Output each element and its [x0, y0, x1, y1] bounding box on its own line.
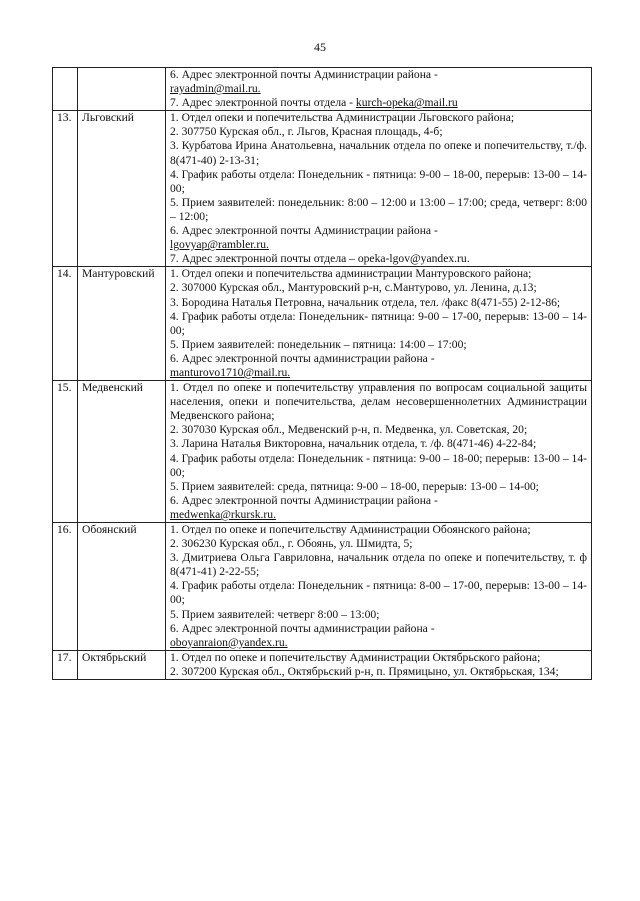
email-link[interactable]: kurch-opeka@mail.ru	[355, 96, 458, 110]
info-line: 4. График работы отдела: Понедельник - пятница: 8-00 – 17-00, перерыв: 13-00 – 14-00;	[170, 579, 587, 607]
row-number	[53, 68, 78, 111]
info-line: 4. График работы отдела: Понедельник- пятница: 9-00 – 17-00, перерыв: 13-00 – 14-00;	[170, 309, 587, 337]
row-number: 17.	[53, 650, 78, 679]
info-line: 1. Отдел опеки и попечительства администрации Мантуровского района;	[170, 267, 532, 281]
info-line: 3. Дмитриева Ольга Гавриловна, начальник отдела по опеке и попечительству, т. ф 8(471-41) 2-22-55;	[170, 551, 587, 579]
table-row	[53, 381, 592, 523]
info-line: 2. 307030 Курская обл., Медвенский р-н, п. Медвенка, ул. Советская, 20;	[170, 423, 528, 437]
info-line: 3. Ларина Наталья Викторовна, начальник отдела, т. /ф. 8(471-46) 4-22-84;	[170, 437, 537, 451]
info-line: 7. Адрес электронной почты отдела – opeka-lgov@yandex.ru.	[170, 252, 470, 266]
info-line: 6. Адрес электронной почты Администрации района -	[170, 493, 438, 507]
info-line: 1. Отдел по опеке и попечительству Администрации Обоянского района;	[170, 523, 531, 536]
department-info	[166, 381, 592, 523]
info-line: 6. Адрес электронной почты Администрации района -	[170, 68, 438, 81]
row-number: 14.	[53, 267, 78, 381]
info-line: 5. Прием заявителей: четверг 8:00 – 13:00;	[170, 607, 380, 621]
email-link[interactable]: oboyanraion@yandex.ru.	[170, 635, 288, 649]
table-row	[53, 111, 592, 267]
row-number: 13.	[53, 111, 78, 267]
info-line: 5. Прием заявителей: понедельник – пятница: 14:00 – 17:00;	[170, 337, 467, 351]
district-name: Обоянский	[78, 523, 166, 651]
info-line: 4. График работы отдела: Понедельник - пятница: 9-00 – 18-00, перерыв: 13-00 – 14-00;	[170, 167, 587, 195]
info-line: 3. Курбатова Ирина Анатольевна, начальник отдела по опеке и попечительству, т./ф. 8(471-40) 2-13-31;	[170, 139, 587, 167]
info-line: 6. Адрес электронной почты администрации района -	[170, 621, 435, 635]
info-line-text: 7. Адрес электронной почты отдела -	[170, 96, 356, 110]
district-name: Мантуровский	[78, 267, 166, 381]
info-line: 2. 307750 Курская обл., г. Льгов, Красная площадь, 4-б;	[170, 125, 443, 139]
info-line: 6. Адрес электронной почты Администрации района -	[170, 224, 438, 238]
info-line: 1. Отдел по опеке и попечительству управления по вопросам социальной защиты населения, опеки и попечительства, делам несовершеннолетних Администрации Медвенского района;	[170, 381, 587, 423]
row-number: 15.	[53, 381, 78, 523]
department-info	[166, 523, 592, 651]
table-row	[53, 523, 592, 651]
info-line: 5. Прием заявителей: понедельник: 8:00 – 12:00 и 13:00 – 17:00; среда, четверг: 8:00 – 12:00;	[170, 195, 587, 223]
department-info	[166, 650, 592, 679]
info-line: 5. Прием заявителей: среда, пятница: 9-00 – 18-00, перерыв: 13-00 – 14-00;	[170, 479, 539, 493]
email-link[interactable]: lgovyap@rambler.ru.	[170, 238, 269, 252]
email-link[interactable]: manturovo1710@mail.ru.	[170, 365, 291, 379]
district-name: Льговский	[78, 111, 166, 267]
info-line: 2. 307000 Курская обл., Мантуровский р-н, с.Мантурово, ул. Ленина, д.13;	[170, 281, 537, 295]
info-line	[170, 96, 587, 110]
info-line: 6. Адрес электронной почты администрации района -	[170, 351, 435, 365]
page-number: 45	[314, 40, 326, 54]
info-line: 4. График работы отдела: Понедельник - пятница: 9-00 – 18-00; перерыв: 13-00 – 14-00;	[170, 451, 587, 479]
email-link[interactable]: medwenka@rkursk.ru.	[170, 507, 276, 521]
table-row	[53, 68, 592, 111]
table-row	[53, 267, 592, 381]
table-row	[53, 650, 592, 679]
email-link[interactable]: rayadmin@mail.ru.	[170, 82, 261, 96]
district-name: Октябрьский	[78, 650, 166, 679]
info-line: 1. Отдел опеки и попечительства Администрации Льговского района;	[170, 111, 515, 125]
district-name: Медвенский	[78, 381, 166, 523]
info-line: 1. Отдел по опеке и попечительству Администрации Октябрьского района;	[170, 650, 541, 664]
department-info	[166, 68, 592, 111]
district-name	[78, 68, 166, 111]
department-info	[166, 267, 592, 381]
info-line: 2. 307200 Курская обл., Октябрьский р-н, п. Прямицыно, ул. Октябрьская, 134;	[170, 664, 559, 678]
department-info	[166, 111, 592, 267]
row-number: 16.	[53, 523, 78, 651]
guardianship-departments-table	[52, 67, 592, 680]
info-line: 3. Бородина Наталья Петровна, начальник отдела, тел. /факс 8(471-55) 2-12-86;	[170, 295, 561, 309]
info-line: 2. 306230 Курская обл., г. Обоянь, ул. Шмидта, 5;	[170, 537, 413, 551]
